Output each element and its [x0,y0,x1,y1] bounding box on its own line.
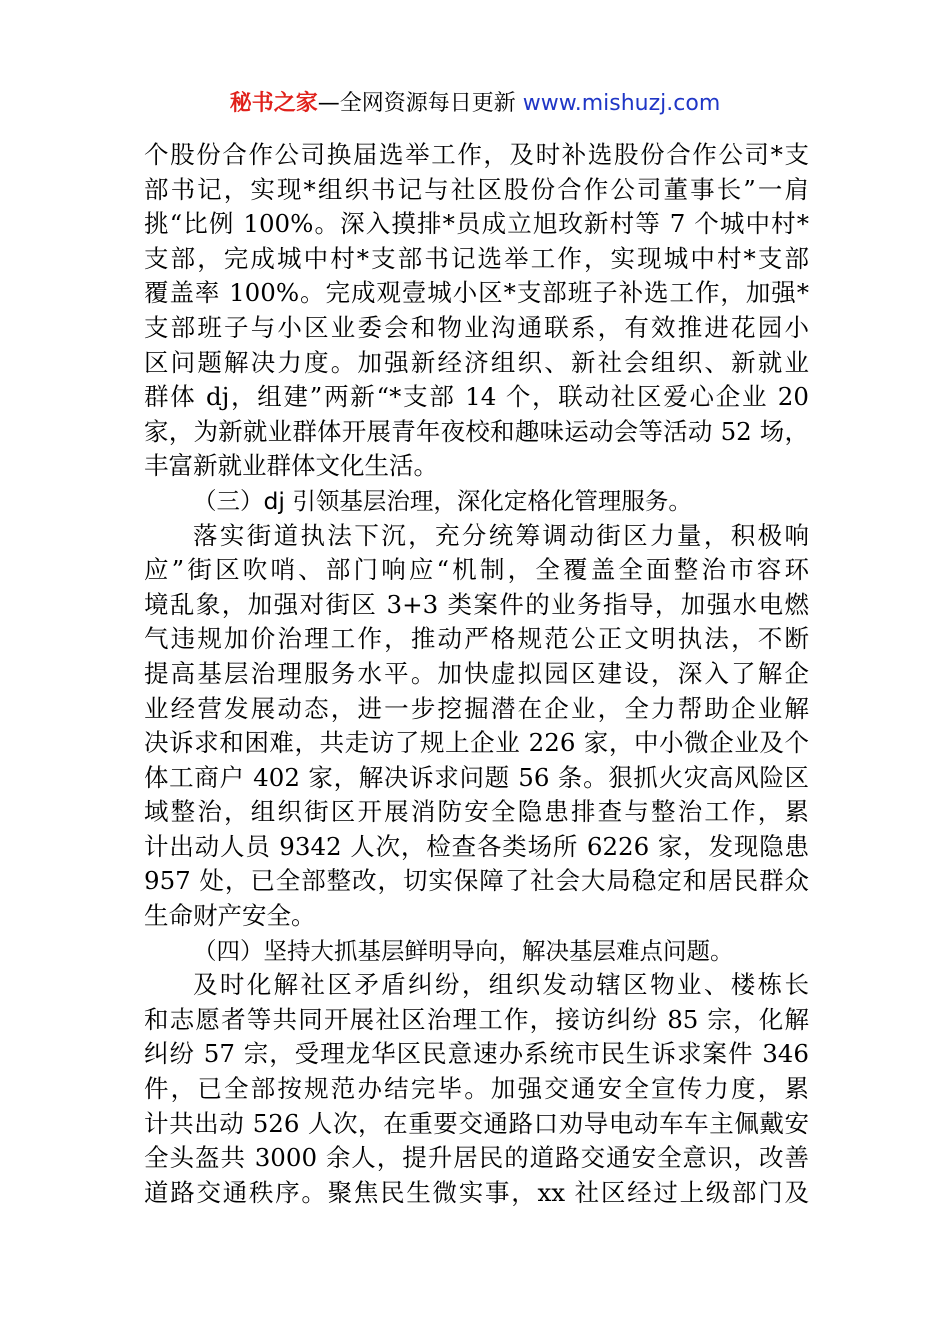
paragraph-line: 应”街区吹哨、部门响应“机制，全覆盖全面整治市容环 [144,555,809,585]
paragraph-line: 境乱象，加强对街区 3+3 类案件的业务指导，加强水电燃 [144,589,809,619]
paragraph-line: 家，为新就业群体开展青年夜校和趣味运动会等活动 52 场， [144,416,809,446]
paragraph-line: 全头盔共 3000 余人，提升居民的道路交通安全意识，改善 [144,1143,809,1173]
paragraph-line: 纠纷 57 宗，受理龙华区民意速办系统市民生诉求案件 346 [144,1039,809,1069]
paragraph-line: 部书记，实现*组织书记与社区股份合作公司董事长”一肩 [144,174,809,204]
paragraph-line: 覆盖率 100%。完成观壹城小区*支部班子补选工作，加强* [144,278,809,308]
paragraph-line: 丰富新就业群体文化生活。 [144,451,438,481]
paragraph-line: 体工商户 402 家，解决诉求问题 56 条。狠抓火灾高风险区 [144,762,809,792]
paragraph-line: 落实街道执法下沉，充分统筹调动街区力量，积极响 [193,520,809,550]
paragraph-line: 业经营发展动态，进一步挖掘潜在企业，全力帮助企业解 [144,693,809,723]
paragraph-line: 支部班子与小区业委会和物业沟通联系，有效推进花园小 [144,312,809,342]
paragraph-line: 群体 dj，组建”两新“*支部 14 个，联动社区爱心企业 20 [144,382,809,412]
paragraph-line: 及时化解社区矛盾纠纷，组织发动辖区物业、楼栋长 [193,970,809,1000]
paragraph-line: 域整治，组织街区开展消防安全隐患排查与整治工作，累 [144,797,809,827]
paragraph-line: 和志愿者等共同开展社区治理工作，接访纠纷 85 宗，化解 [144,1004,809,1034]
paragraph-line: 提高基层治理服务水平。加快虚拟园区建设，深入了解企 [144,658,809,688]
paragraph-line: 生命财产安全。 [144,901,316,931]
paragraph-line: 气违规加价治理工作，推动严格规范公正文明执法，不断 [144,624,809,654]
site-header [0,86,950,122]
section-heading: （三）dj 引领基层治理，深化定格化管理服务。 [193,486,692,515]
paragraph-line: 挑“比例 100%。深入摸排*员成立旭玫新村等 7 个城中村* [144,209,809,239]
paragraph-line: 件，已全部按规范办结完毕。加强交通安全宣传力度，累 [144,1074,809,1104]
paragraph-line: 个股份合作公司换届选举工作，及时补选股份合作公司*支 [144,140,809,169]
paragraph-line: 道路交通秩序。聚焦民生微实事，xx 社区经过上级部门及 [144,1177,809,1207]
paragraph-line: 957 处，已全部整改，切实保障了社会大局稳定和居民群众 [144,866,809,896]
paragraph-line: 计出动人员 9342 人次，检查各类场所 6226 家，发现隐患 [144,831,809,861]
paragraph-line: 区问题解决力度。加强新经济组织、新社会组织、新就业 [144,347,809,377]
site-tagline: —全网资源每日更新 [317,91,516,116]
paragraph-line: 决诉求和困难，共走访了规上企业 226 家，中小微企业及个 [144,728,809,758]
document-body [144,138,809,1210]
paragraph-line: 计共出动 526 人次，在重要交通路口劝导电动车车主佩戴安 [144,1108,809,1138]
site-brand: 秘书之家 [229,91,318,116]
section-heading: （四）坚持大抓基层鲜明导向，解决基层难点问题。 [193,936,734,965]
paragraph-line: 支部，完成城中村*支部书记选举工作，实现城中村*支部 [144,243,809,273]
site-url-link[interactable]: www.mishuzj.com [522,91,721,116]
